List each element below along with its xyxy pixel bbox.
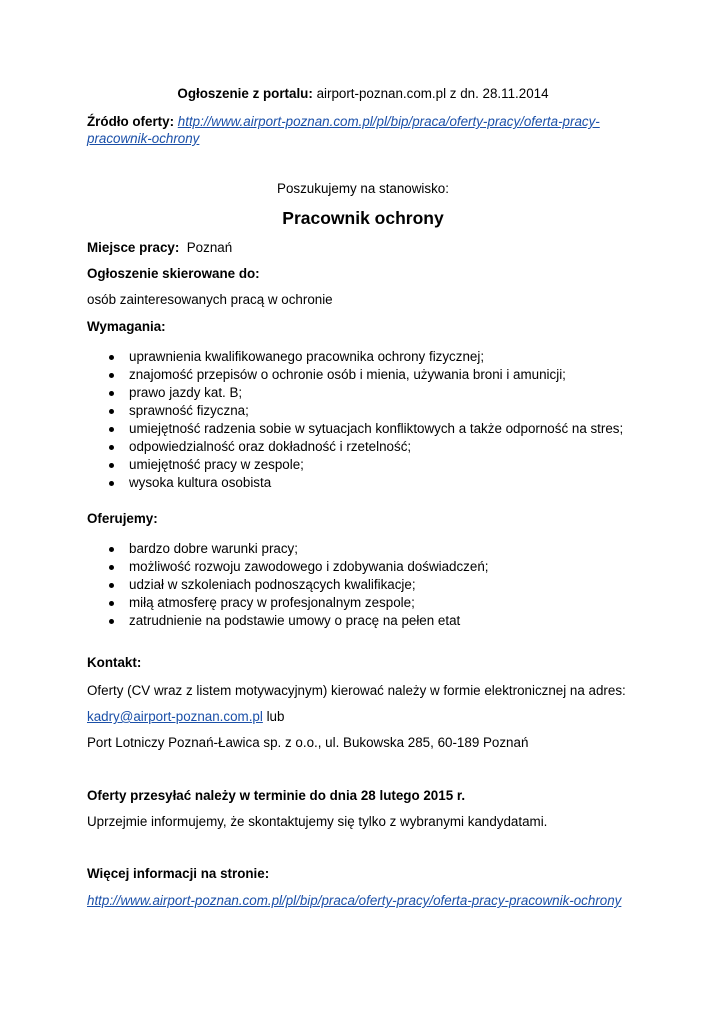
- bullet-icon: [109, 601, 114, 606]
- contact-email-link[interactable]: kadry@airport-poznan.com.pl: [87, 709, 263, 724]
- list-item: odpowiedzialność oraz dokładność i rzetelność;: [87, 438, 623, 456]
- offer-list: [87, 540, 489, 630]
- bullet-icon: [109, 355, 114, 360]
- requirements-heading: [87, 319, 166, 334]
- audience-label: Ogłoszenie skierowane do:: [87, 266, 260, 281]
- source-line-continued: [87, 131, 199, 146]
- source-label: Źródło oferty:: [87, 114, 175, 129]
- list-item: sprawność fizyczna;: [87, 402, 623, 420]
- list-item: możliwość rozwoju zawodowego i zdobywania doświadczeń;: [87, 558, 489, 576]
- list-item: zatrudnienie na podstawie umowy o pracę na pełen etat: [87, 612, 489, 630]
- contact-label: Kontakt:: [87, 655, 142, 670]
- list-item: bardzo dobre warunki pracy;: [87, 540, 489, 558]
- deadline-note: Uprzejmie informujemy, że skontaktujemy się tylko z wybranymi kandydatami.: [87, 814, 548, 829]
- more-info-link[interactable]: http://www.airport-poznan.com.pl/pl/bip/praca/oferty-pracy/oferta-pracy-pracownik-ochrony: [87, 893, 622, 908]
- list-item: udział w szkoleniach podnoszących kwalifikacje;: [87, 576, 489, 594]
- requirements-label: Wymagania:: [87, 319, 166, 334]
- list-item: umiejętność radzenia sobie w sytuacjach konfliktowych a także odporność na stres;: [87, 420, 623, 438]
- contact-email-line: [87, 709, 284, 724]
- portal-label: Ogłoszenie z portalu:: [177, 86, 313, 101]
- requirements-list: [87, 348, 623, 492]
- audience-value: osób zainteresowanych pracą w ochronie: [87, 292, 333, 307]
- offer-label: Oferujemy:: [87, 511, 158, 526]
- deadline-text: Oferty przesyłać należy w terminie do dnia 28 lutego 2015 r.: [87, 788, 466, 803]
- bullet-icon: [109, 547, 114, 552]
- position-title: Pracownik ochrony: [282, 208, 444, 228]
- audience-heading: [87, 266, 260, 281]
- bullet-icon: [109, 409, 114, 414]
- workplace-value: Poznań: [186, 240, 233, 255]
- list-item: wysoka kultura osobista: [87, 474, 623, 492]
- more-info-line: [87, 893, 621, 908]
- source-link-part2[interactable]: pracownik-ochrony: [87, 131, 200, 146]
- bullet-icon: [109, 583, 114, 588]
- workplace-label: Miejsce pracy:: [87, 240, 180, 255]
- list-item: umiejętność pracy w zespole;: [87, 456, 623, 474]
- intro-text: Poszukujemy na stanowisko:: [277, 181, 449, 196]
- bullet-icon: [109, 445, 114, 450]
- contact-heading: [87, 655, 141, 670]
- bullet-icon: [109, 463, 114, 468]
- bullet-icon: [109, 619, 114, 624]
- bullet-icon: [109, 373, 114, 378]
- portal-line: [87, 86, 639, 101]
- bullet-icon: [109, 481, 114, 486]
- list-item: prawo jazdy kat. B;: [87, 384, 623, 402]
- bullet-icon: [109, 565, 114, 570]
- contact-address: Port Lotniczy Poznań-Ławica sp. z o.o., ul. Bukowska 285, 60-189 Poznań: [87, 735, 529, 750]
- more-info-heading: [87, 866, 269, 881]
- workplace-line: [87, 240, 232, 255]
- more-info-label: Więcej informacji na stronie:: [87, 866, 270, 881]
- portal-value: airport-poznan.com.pl z dn. 28.11.2014: [316, 86, 549, 101]
- list-item: uprawnienia kwalifikowanego pracownika ochrony fizycznej;: [87, 348, 623, 366]
- bullet-icon: [109, 427, 114, 432]
- deadline-heading: [87, 788, 465, 803]
- contact-email-suffix: lub: [266, 709, 285, 724]
- offer-heading: [87, 511, 158, 526]
- list-item: znajomość przepisów o ochronie osób i mienia, używania broni i amunicji;: [87, 366, 623, 384]
- list-item: miłą atmosferę pracy w profesjonalnym zespole;: [87, 594, 489, 612]
- contact-text: Oferty (CV wraz z listem motywacyjnym) kierować należy w formie elektronicznej na adres:: [87, 683, 626, 698]
- source-line: [87, 114, 600, 129]
- source-link-part1[interactable]: http://www.airport-poznan.com.pl/pl/bip/praca/oferty-pracy/oferta-pracy-: [177, 114, 600, 129]
- bullet-icon: [109, 391, 114, 396]
